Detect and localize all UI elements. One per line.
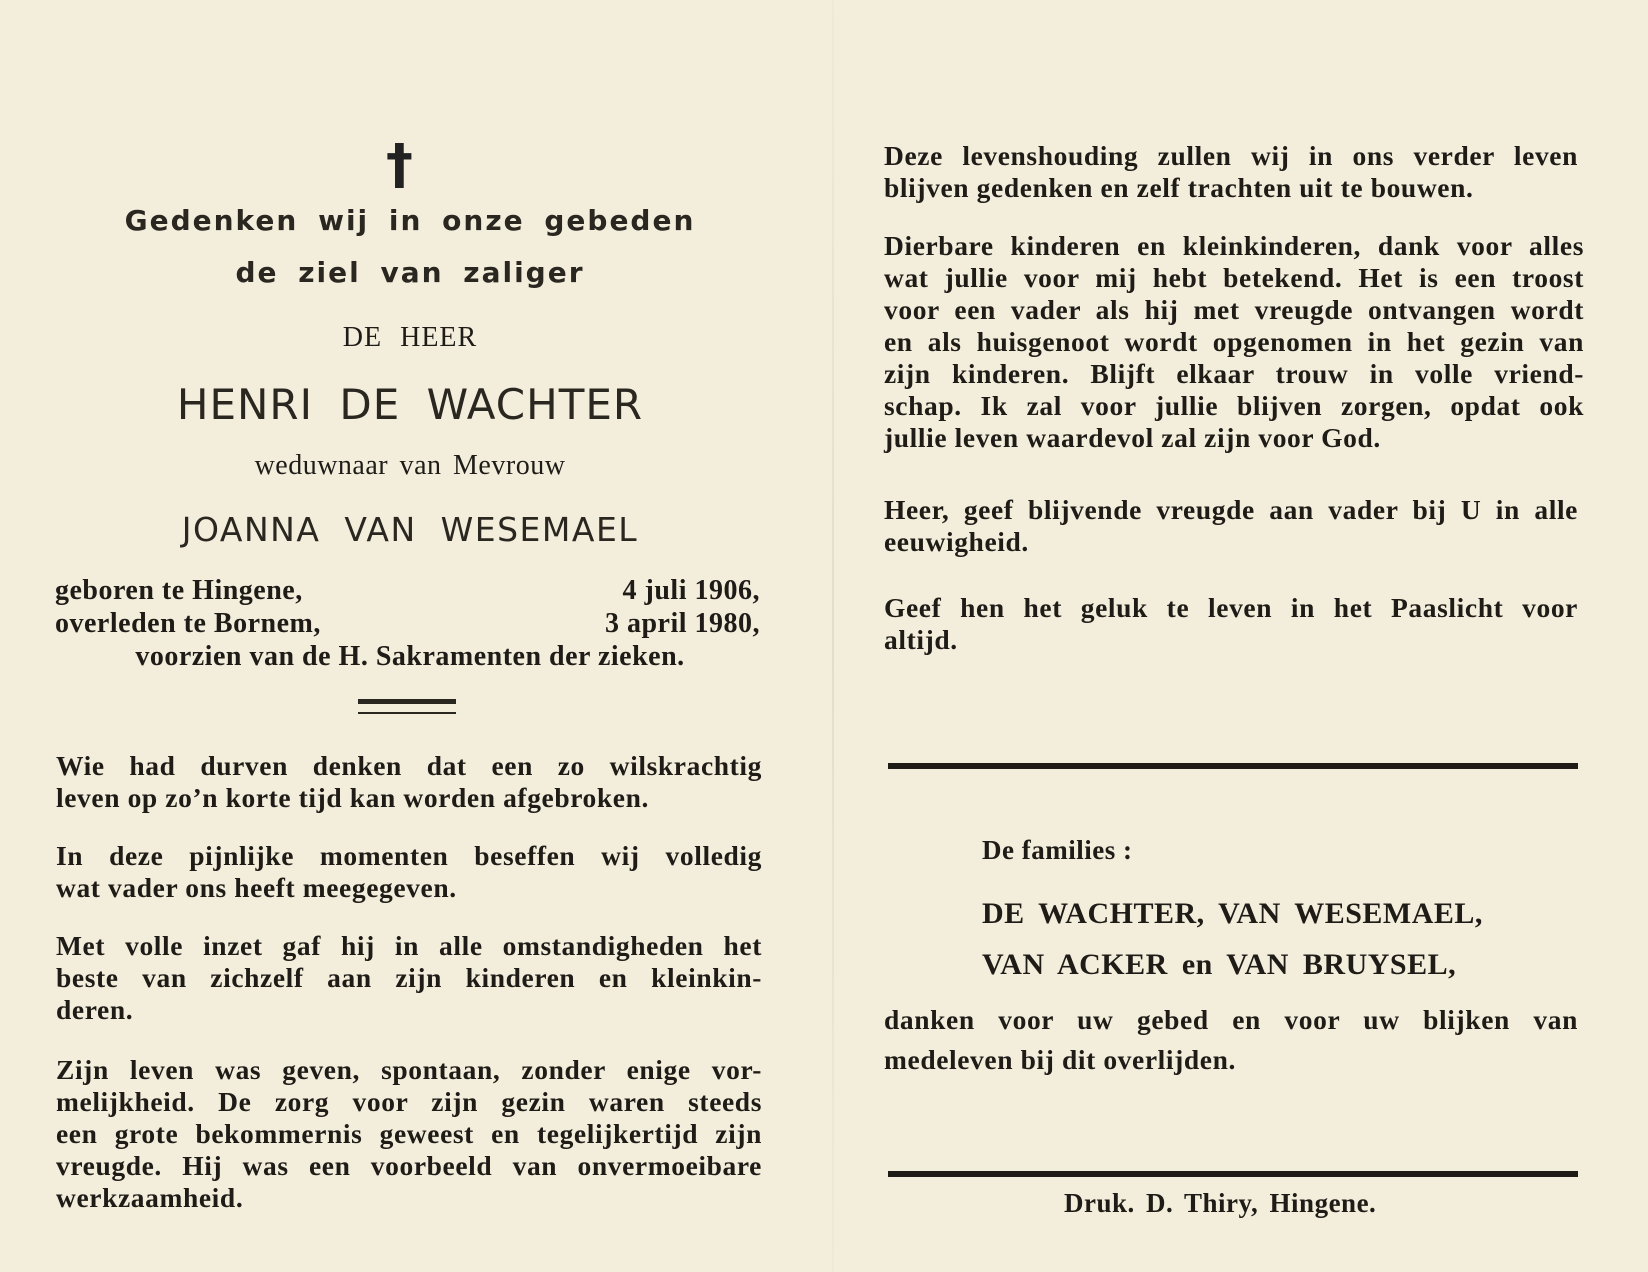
families-line-1: DE WACHTER, VAN WESEMAEL,	[982, 897, 1483, 930]
left-panel	[50, 0, 770, 1272]
families-line-2: VAN ACKER en VAN BRUYSEL,	[982, 948, 1457, 981]
birth-row	[55, 575, 760, 607]
printer-credit: Druk. D. Thiry, Hingene.	[1064, 1188, 1377, 1218]
right-paragraph-2: Dierbare kinderen en kleinkinderen, dank voor alles wat jullie voor mij hebt betekend. Het is een troost voor een vader als hij met vreugde ontvangen wordt en als huisgenoot wordt opgenomen in het gezin van zijn kinderen. Blijft elkaar trouw in volle vriend- schap. Ik zal voor jullie blijven zorgen, opdat ook jullie leven waardevol zal zijn voor God.	[884, 230, 1584, 453]
died-label: overleden te Bornem,	[55, 608, 321, 639]
right-paragraph-4: Geef hen het geluk te leven in het Paaslicht voor altijd.	[884, 592, 1578, 655]
right-paragraph-1: Deze levenshouding zullen wij in ons verder leven blijven gedenken en zelf trachten uit te bouwen.	[884, 140, 1578, 203]
separator-rule-2	[888, 1171, 1578, 1177]
left-paragraph-3: Met volle inzet gaf hij in alle omstandigheden het beste van zichzelf aan zijn kinderen en kleinkin- deren.	[56, 930, 762, 1025]
title-line: DE HEER	[342, 322, 478, 353]
death-row	[55, 608, 760, 640]
thanks-paragraph: danken voor uw gebed en voor uw blijken van medeleven bij dit overlijden.	[884, 1004, 1578, 1075]
born-label: geboren te Hingene,	[55, 575, 303, 606]
right-paragraph-3: Heer, geef blijvende vreugde aan vader bij U in alle eeuwigheid.	[884, 494, 1578, 557]
cross-icon: †	[386, 133, 413, 196]
separator-rule-1	[888, 763, 1578, 769]
families-label: De families :	[982, 835, 1133, 865]
intro-line-1: Gedenken wij in onze gebeden	[124, 204, 696, 237]
left-paragraph-1: Wie had durven denken dat een zo wilskrachtig leven op zo’n korte tijd kan worden afgebroken.	[56, 750, 762, 813]
left-paragraph-2: In deze pijnlijke momenten beseffen wij volledig wat vader ons heeft meegegeven.	[56, 840, 762, 903]
sacraments-line: voorzien van de H. Sakramenten der zieken.	[135, 641, 685, 672]
widow-line: weduwnaar van Mevrouw	[254, 450, 566, 481]
card-fold	[832, 0, 834, 1272]
right-panel	[884, 0, 1586, 1272]
born-date: 4 juli 1906,	[622, 575, 760, 606]
left-paragraph-4: Zijn leven was geven, spontaan, zonder enige vor- melijkheid. De zorg voor zijn gezin waren steeds een grote bekommernis geweest en tegelijkertijd zijn vreugde. Hij was een voorbeeld van onvermoeibare werkzaamheid.	[56, 1054, 762, 1213]
deceased-name: HENRI DE WACHTER	[176, 380, 644, 429]
died-date: 3 april 1980,	[604, 608, 760, 639]
spouse-name: JOANNA VAN WESEMAEL	[181, 510, 639, 549]
double-rule	[358, 699, 456, 714]
intro-line-2: de ziel van zaliger	[235, 256, 585, 289]
